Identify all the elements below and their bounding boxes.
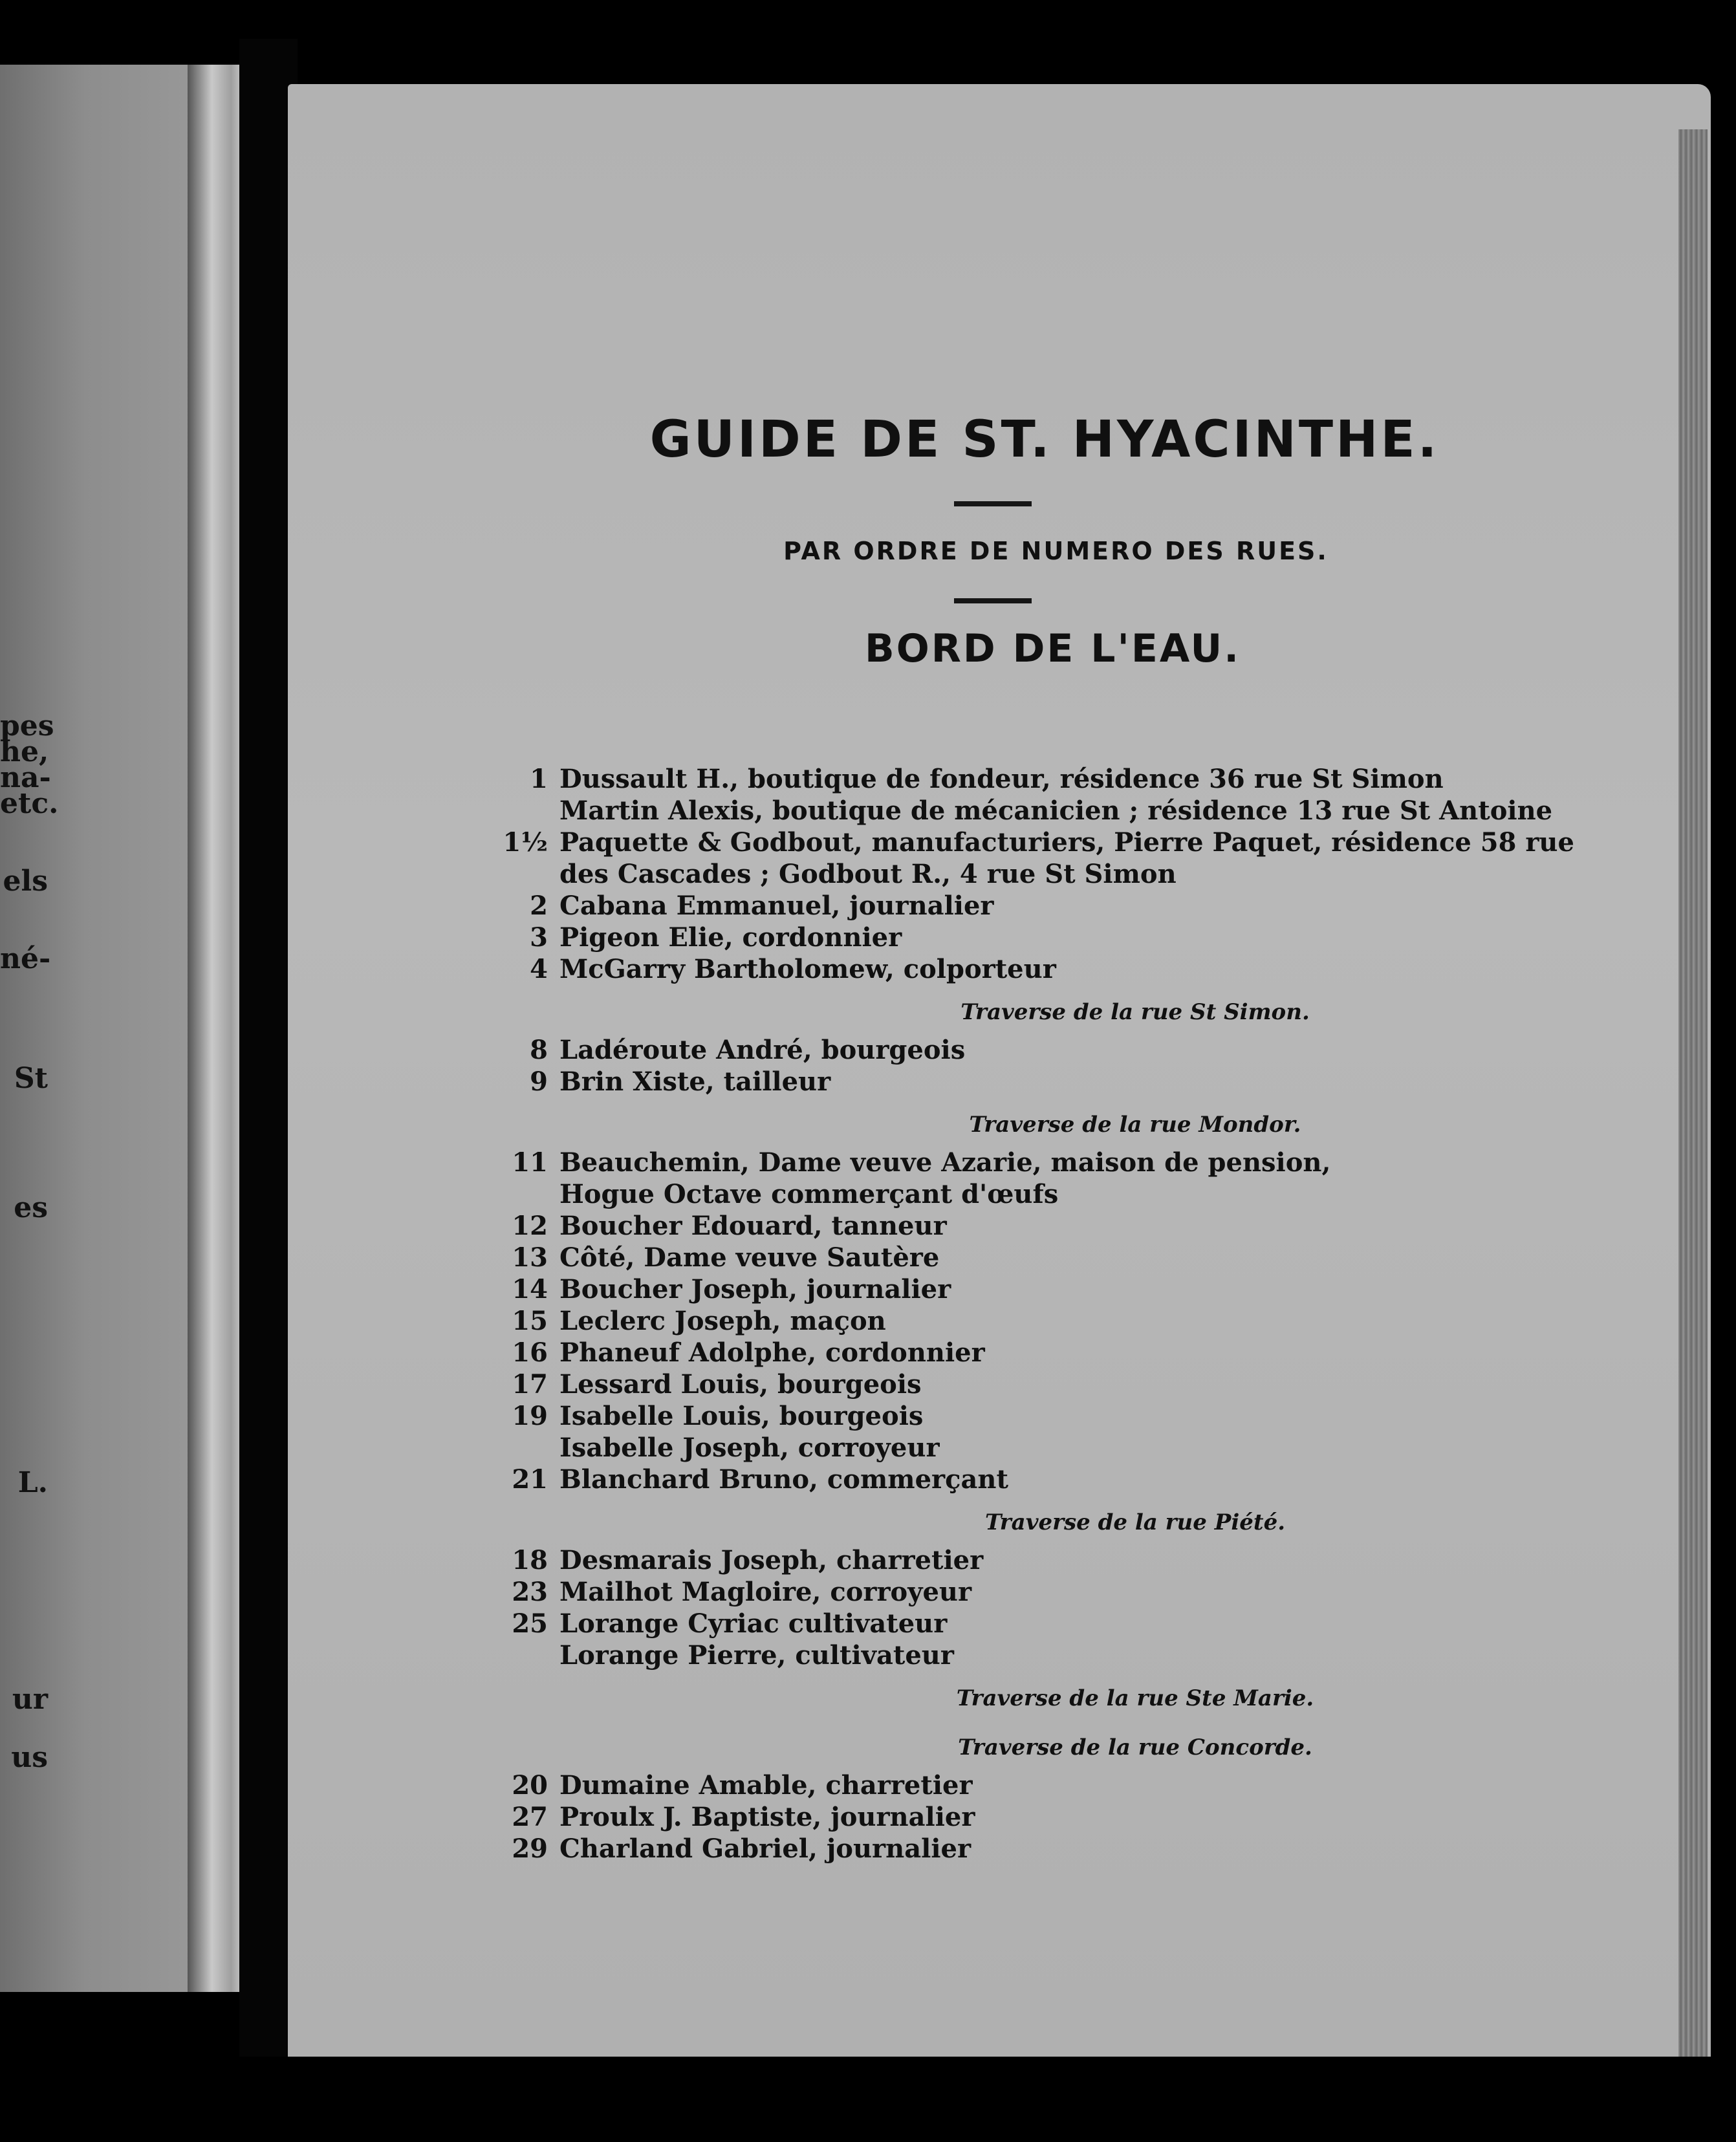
resident-entry: Paquette & Godbout, manufacturiers, Pierre Paquet, résidence 58 rue (559, 827, 1574, 858)
directory-entry (450, 1464, 1711, 1495)
street-number: 4 (530, 954, 548, 984)
left-fragment: na- (0, 761, 51, 794)
directory-entry (450, 1066, 1711, 1098)
resident-entry: Brin Xiste, tailleur (559, 1066, 831, 1097)
resident-entry: Lessard Louis, bourgeois (559, 1369, 922, 1400)
cross-street-heading: Traverse de la rue St Simon. (960, 999, 1310, 1025)
street-number: 16 (512, 1337, 548, 1368)
document-page (288, 84, 1711, 2057)
street-number: 17 (512, 1369, 548, 1400)
resident-entry: Proulx J. Baptiste, journalier (559, 1802, 975, 1832)
title-divider (954, 501, 1032, 506)
street-number: 1½ (503, 827, 548, 858)
street-number (450, 1178, 559, 1210)
page-subtitle: PAR ORDRE DE NUMERO DES RUES. (783, 537, 1329, 565)
street-number: 15 (512, 1306, 548, 1336)
directory-entry (450, 1178, 1711, 1210)
street-number (450, 795, 559, 827)
resident-entry: Isabelle Joseph, corroyeur (559, 1433, 940, 1463)
directory-entry (450, 1769, 1711, 1801)
directory-entry (450, 890, 1711, 922)
resident-entry: Martin Alexis, boutique de mécanicien ; résidence 13 rue St Antoine (559, 795, 1553, 826)
directory-entry (450, 922, 1711, 953)
left-fragment: L. (17, 1466, 48, 1499)
directory-entry (450, 1337, 1711, 1368)
street-number: 8 (530, 1035, 548, 1065)
resident-entry: Pigeon Elie, cordonnier (559, 922, 902, 953)
street-number: 23 (512, 1577, 548, 1607)
directory-entry (450, 953, 1711, 985)
page-content (288, 84, 1711, 2057)
directory-entry (450, 1432, 1711, 1464)
resident-entry: Lorange Pierre, cultivateur (559, 1640, 954, 1671)
street-number: 27 (512, 1802, 548, 1832)
resident-entry: Boucher Joseph, journalier (559, 1274, 951, 1304)
street-number: 3 (530, 922, 548, 953)
resident-entry: Blanchard Bruno, commerçant (559, 1464, 1008, 1495)
street-number: 1 (530, 764, 548, 794)
directory-entry (450, 1639, 1711, 1671)
directory-entry (450, 1242, 1711, 1273)
street-number: 14 (512, 1274, 548, 1304)
street-number: 21 (512, 1464, 548, 1495)
street-number: 20 (512, 1770, 548, 1801)
left-fragment: ur (12, 1683, 48, 1716)
left-fragment: etc. (0, 787, 59, 820)
street-number: 11 (512, 1147, 548, 1178)
page-edge (1678, 129, 1708, 2057)
directory-entry (450, 1147, 1711, 1178)
directory-entry (450, 858, 1711, 890)
resident-entry: Leclerc Joseph, maçon (559, 1306, 886, 1336)
cross-street-heading: Traverse de la rue Piété. (984, 1509, 1286, 1535)
resident-entry: Dussault H., boutique de fondeur, résidence 36 rue St Simon (559, 764, 1444, 794)
directory-entry (450, 1368, 1711, 1400)
street-number: 2 (530, 891, 548, 921)
resident-entry: Hogue Octave commerçant d'œufs (559, 1179, 1059, 1209)
cross-street-heading: Traverse de la rue Mondor. (969, 1112, 1301, 1138)
street-number: 9 (530, 1066, 548, 1097)
directory-entry (450, 1576, 1711, 1608)
directory-entry (450, 1400, 1711, 1432)
directory-entry (450, 1801, 1711, 1833)
left-fragment: els (3, 865, 48, 898)
directory-entry (450, 1305, 1711, 1337)
street-number (450, 858, 559, 890)
directory-entry (450, 1833, 1711, 1865)
street-number: 29 (512, 1834, 548, 1864)
directory-entry (450, 763, 1711, 795)
subtitle-divider (954, 598, 1032, 603)
resident-entry: Isabelle Louis, bourgeois (559, 1401, 924, 1431)
page-title: GUIDE DE ST. HYACINTHE. (649, 411, 1440, 469)
street-number: 25 (512, 1608, 548, 1639)
resident-entry: des Cascades ; Godbout R., 4 rue St Simon (559, 859, 1177, 889)
directory-entry (450, 1544, 1711, 1576)
directory-entry (450, 795, 1711, 827)
directory-list (450, 763, 1711, 1865)
street-number (450, 1432, 559, 1464)
resident-entry: Dumaine Amable, charretier (559, 1770, 973, 1801)
left-fragment: pes (0, 709, 54, 742)
resident-entry: McGarry Bartholomew, colporteur (559, 954, 1056, 984)
resident-entry: Desmarais Joseph, charretier (559, 1545, 984, 1575)
directory-entry (450, 1273, 1711, 1305)
street-number: 13 (512, 1242, 548, 1273)
resident-entry: Charland Gabriel, journalier (559, 1834, 971, 1864)
left-fragment: St (14, 1062, 48, 1095)
resident-entry: Mailhot Magloire, corroyeur (559, 1577, 972, 1607)
cross-street-heading: Traverse de la rue Ste Marie. (956, 1685, 1314, 1711)
resident-entry: Beauchemin, Dame veuve Azarie, maison de pension, (559, 1147, 1331, 1178)
left-fragment: es (14, 1191, 48, 1224)
directory-entry (450, 1608, 1711, 1639)
directory-entry (450, 1210, 1711, 1242)
directory-entry (450, 827, 1711, 858)
resident-entry: Boucher Edouard, tanneur (559, 1211, 947, 1241)
section-title: BORD DE L'EAU. (864, 626, 1241, 671)
street-number (450, 1639, 559, 1671)
street-number: 18 (512, 1545, 548, 1575)
cross-street-heading: Traverse de la rue Concorde. (958, 1735, 1312, 1760)
left-fragment: né- (0, 942, 51, 975)
left-fragment: us (11, 1741, 48, 1774)
resident-entry: Lorange Cyriac cultivateur (559, 1608, 948, 1639)
resident-entry: Phaneuf Adolphe, cordonnier (559, 1337, 985, 1368)
street-number: 12 (512, 1211, 548, 1241)
left-fragment: he, (0, 735, 49, 768)
resident-entry: Côté, Dame veuve Sautère (559, 1242, 940, 1273)
left-page-fragment (0, 65, 213, 1992)
resident-entry: Ladéroute André, bourgeois (559, 1035, 966, 1065)
directory-entry (450, 1034, 1711, 1066)
street-number: 19 (512, 1401, 548, 1431)
resident-entry: Cabana Emmanuel, journalier (559, 891, 994, 921)
